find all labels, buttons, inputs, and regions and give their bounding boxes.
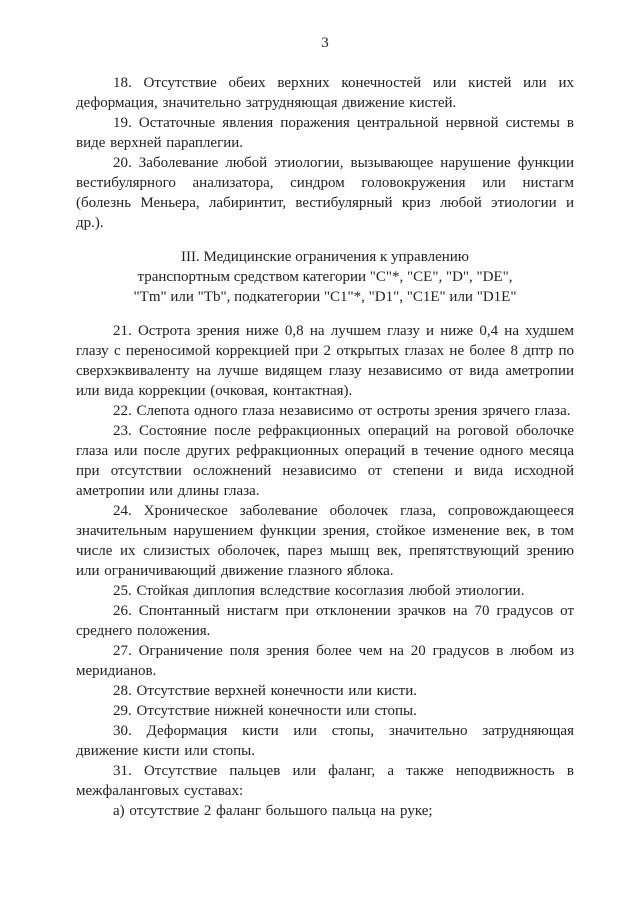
paragraph: 29. Отсутствие нижней конечности или стопы. [113, 703, 417, 719]
paragraph: 31. Отсутствие пальцев или фаланг, а также неподвижность в межфаланговых суставах: [76, 763, 574, 799]
paragraph: 27. Ограничение поля зрения более чем на 20 градусов в любом из меридианов. [76, 643, 574, 679]
paragraph: 28. Отсутствие верхней конечности или кисти. [113, 683, 417, 699]
paragraph: 25. Стойкая диплопия вследствие косоглазия любой этиологии. [113, 583, 525, 599]
paragraph-list-top [76, 73, 574, 233]
section-heading [76, 247, 574, 307]
paragraph: 26. Спонтанный нистагм при отклонении зрачков на 70 градусов от среднего положения. [76, 603, 574, 639]
paragraph: 23. Состояние после рефракционных операций на роговой оболочке глаза или после других рефракционных операций в течение одного месяца при отсутствии осложнений независимо от степени и вида исходной аметропии или длины глаза. [76, 423, 574, 499]
paragraph: 19. Остаточные явления поражения центральной нервной системы в виде верхней параплегии. [76, 115, 574, 151]
paragraph: 22. Слепота одного глаза независимо от остроты зрения зрячего глаза. [113, 403, 571, 419]
page-number: 3 [321, 35, 329, 51]
section-heading-line: III. Медицинские ограничения к управлению [181, 249, 469, 265]
paragraph: 24. Хроническое заболевание оболочек глаза, сопровождающееся значительным нарушением функции зрения, стойкое изменение век, в том числе их слизистых оболочек, парез мышц век, препятствующий зрению или ограничивающий движение глазного яблока. [76, 503, 574, 579]
paragraph: 18. Отсутствие обеих верхних конечностей или кистей или их деформация, значительно затрудняющая движение кистей. [76, 75, 574, 111]
section-heading-line: "Tm" или "Tb", подкатегории "C1"*, "D1", "C1E" или "D1E" [133, 289, 517, 305]
paragraph: а) отсутствие 2 фаланг большого пальца на руке; [113, 803, 433, 819]
paragraph: 20. Заболевание любой этиологии, вызывающее нарушение функции вестибулярного анализатора, синдром головокружения или нистагм (болезнь Меньера, лабиринтит, вестибулярный криз любой этиологии и др.). [76, 155, 574, 231]
paragraph: 21. Острота зрения ниже 0,8 на лучшем глазу и ниже 0,4 на худшем глазу с переносимой коррекцией при 2 открытых глазах не более 8 дптр по сверхэквиваленту на лучше видящем глазу независимо от вида аметропии или вида коррекции (очковая, контактная). [76, 323, 574, 399]
paragraph: 30. Деформация кисти или стопы, значительно затрудняющая движение кисти или стопы. [76, 723, 574, 759]
paragraph-list-bottom [76, 321, 574, 821]
section-heading-line: транспортным средством категории "C"*, "CE", "D", "DE", [137, 269, 513, 285]
